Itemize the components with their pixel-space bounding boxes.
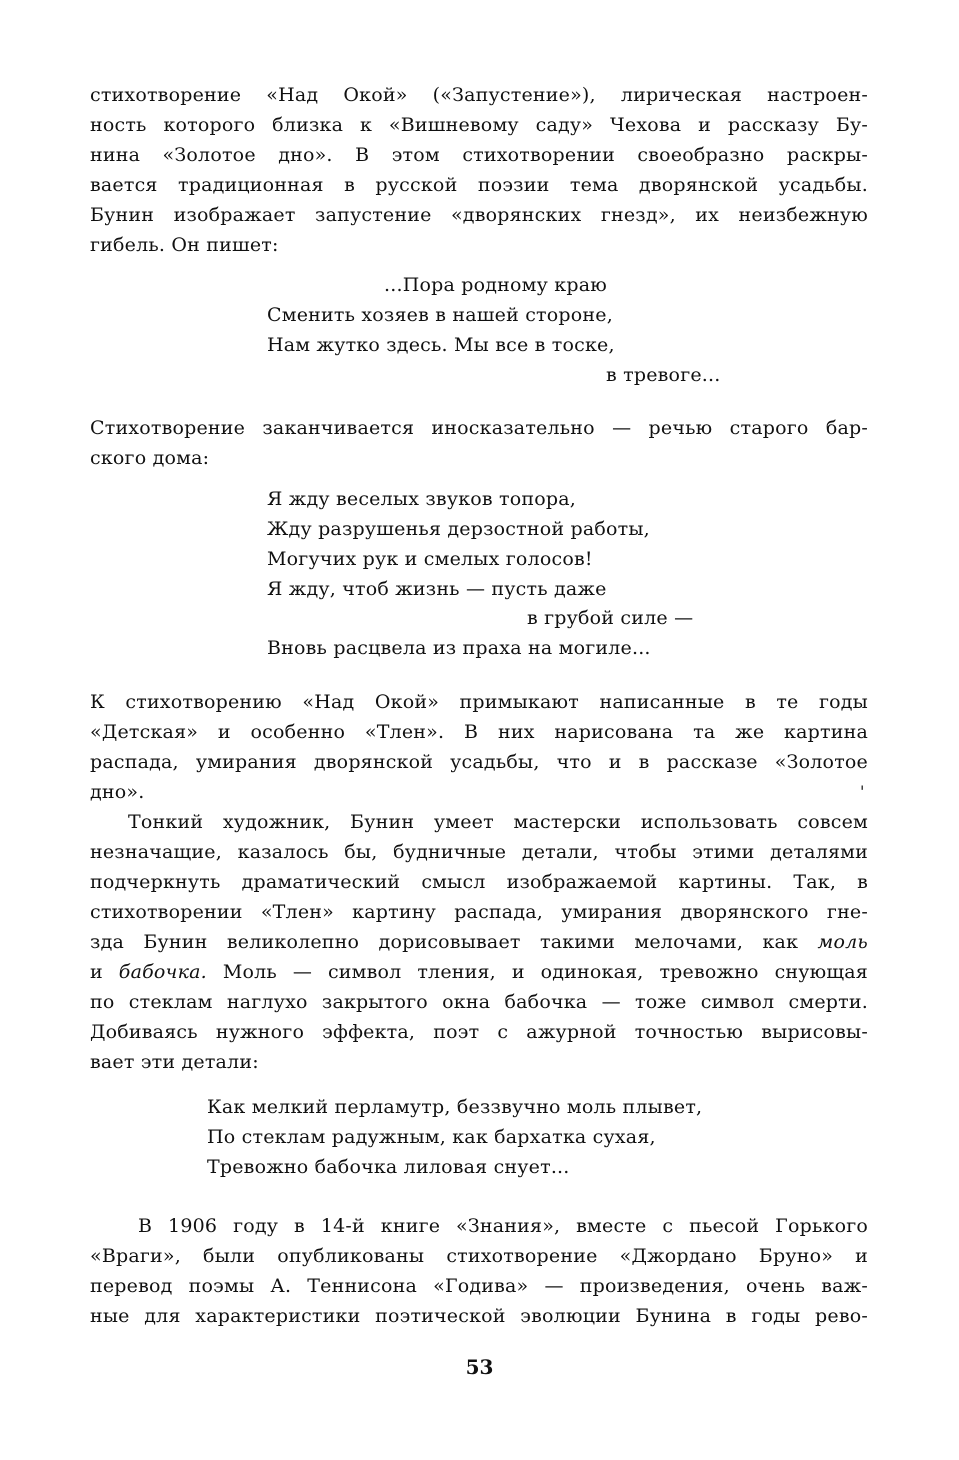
text-line: «Враги», были опубликованы стихотворение «Джордано Бруно» и [90,1245,868,1267]
text-segment: Моль — символ тления, и одинокая, тревожно снующая [222,961,868,983]
text-line: К стихотворению «Над Окой» примыкают написанные в те годы [90,691,868,713]
verse-line: Как мелкий перламутр, беззвучно моль плывет, [207,1096,703,1118]
text-segment: зда Бунин великолепно дорисовывает такими мелочами, как [90,931,799,953]
page-number: 53 [465,1355,494,1379]
text-line: «Детская» и особенно «Тлен». В них нарисована та же картина [90,721,868,743]
text-line: распада, умирания дворянской усадьбы, что и в рассказе «Золотое [90,751,868,773]
text-segment: и [90,961,103,983]
text-line: ского дома: [90,447,210,469]
text-line: подчеркнуть драматический смысл изображаемой картины. Так, в [90,871,868,893]
text-line: Стихотворение заканчивается иносказательно — речью старого бар- [90,417,868,439]
verse-line: в тревоге... [606,364,721,386]
text-line: стихотворении «Тлен» картину распада, умирания дворянского гне- [90,901,868,923]
text-line: перевод поэмы А. Теннисона «Годива» — произведения, очень важ- [90,1275,868,1297]
verse-line: Нам жутко здесь. Мы все в тоске, [267,334,615,356]
verse-line: Сменить хозяев в нашей стороне, [267,304,613,326]
verse-line: Могучих рук и смелых голосов! [267,548,593,570]
text-line: гибель. Он пишет: [90,234,279,256]
text-line: нина «Золотое дно». В этом стихотворении своеобразно раскры- [90,144,868,166]
text-line: стихотворение «Над Окой» («Запустение»), лирическая настроен- [90,84,868,106]
verse-line: Тревожно бабочка лиловая снует... [207,1156,570,1178]
verse-line: По стеклам радужным, как бархатка сухая, [207,1126,656,1148]
text-line: Тонкий художник, Бунин умеет мастерски использовать совсем [128,811,868,833]
text-line: ность которого близка к «Вишневому саду» Чехова и рассказу Бу- [90,114,868,136]
text-line: незначащие, казалось бы, будничные детали, чтобы этими деталями [90,841,868,863]
text-line: вает эти детали: [90,1051,259,1073]
verse-line: Я жду веселых звуков топора, [267,488,577,510]
text-line [90,960,868,984]
text-line: Добиваясь нужного эффекта, поэт с ажурной точностью вырисовы- [90,1021,868,1043]
text-line [90,930,868,954]
verse-line: Я жду, чтоб жизнь — пусть даже [267,578,607,600]
verse-line: в грубой силе — [527,607,694,629]
text-line: дно». [90,781,145,803]
text-line: Бунин изображает запустение «дворянских гнезд», их неизбежную [90,204,868,226]
italic-word: бабочка. [118,961,207,983]
verse-line: Вновь расцвела из праха на могиле... [267,637,651,659]
verse-line: Жду разрушенья дерзостной работы, [267,518,650,540]
text-line: вается традиционная в русской поэзии тема дворянской усадьбы. [90,174,868,196]
margin-mark: ' [860,782,865,801]
text-line: ные для характеристики поэтической эволюции Бунина в годы рево- [90,1305,868,1327]
italic-word: моль [817,931,868,953]
text-line: по стеклам наглухо закрытого окна бабочка — тоже символ смерти. [90,991,868,1013]
text-line: В 1906 году в 14-й книге «Знания», вместе с пьесой Горького [138,1215,868,1237]
verse-line: ...Пора родному краю [384,274,607,296]
